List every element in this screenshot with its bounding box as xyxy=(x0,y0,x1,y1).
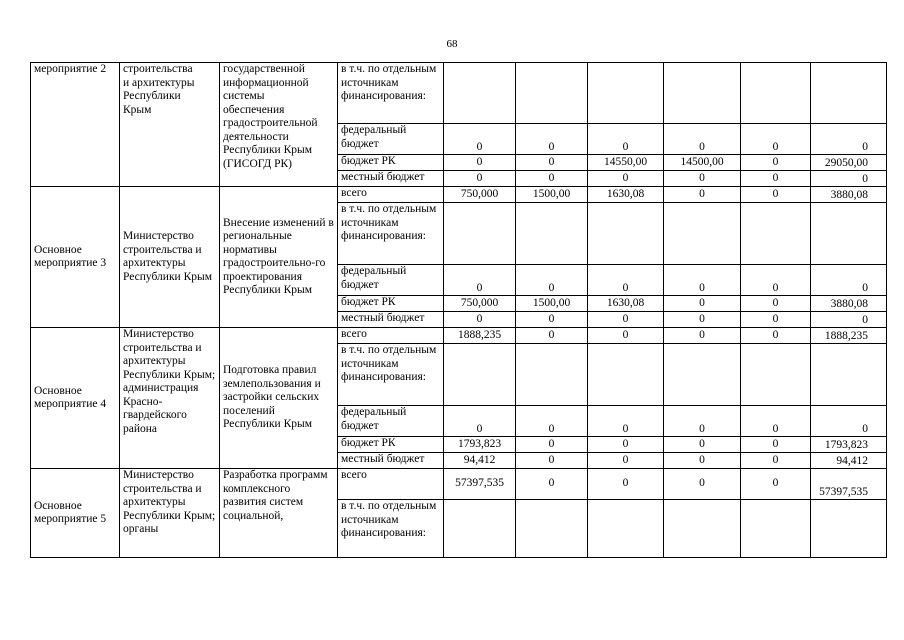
total-value-cell: 0 xyxy=(811,312,887,328)
source-cell: бюджет РК xyxy=(338,155,444,171)
table-row xyxy=(31,187,887,203)
year-value-cell xyxy=(741,344,811,406)
source-cell: местный бюджет xyxy=(338,453,444,469)
source-cell: местный бюджет xyxy=(338,312,444,328)
year-value-cell xyxy=(664,203,741,265)
year-value-cell: 0 xyxy=(664,171,741,187)
year-value-cell: 0 xyxy=(516,312,588,328)
year-value-cell xyxy=(588,500,664,558)
year-value-cell: 0 xyxy=(741,171,811,187)
year-value-cell xyxy=(588,344,664,406)
year-value-cell: 0 xyxy=(516,265,588,296)
measure-cell: Основное мероприятие 5 xyxy=(31,469,120,558)
source-cell: бюджет РК xyxy=(338,296,444,312)
year-value-cell: 0 xyxy=(444,155,516,171)
source-cell: в т.ч. по отдельным источникам финансирования: xyxy=(338,203,444,265)
total-value-cell: 94,412 xyxy=(811,453,887,469)
year-value-cell: 1630,08 xyxy=(588,187,664,203)
year-value-cell xyxy=(588,63,664,124)
year-value-cell: 0 xyxy=(664,328,741,344)
total-value-cell: 3880,08 xyxy=(811,296,887,312)
year-value-cell xyxy=(516,344,588,406)
name-cell: государственной информационной системы обеспечения градостроительной деятельности Республики Крым (ГИСОГД РК) xyxy=(220,63,338,187)
year-value-cell xyxy=(516,63,588,124)
year-value-cell: 1500,00 xyxy=(516,187,588,203)
executor-cell: строительства и архитектуры Республики Крым xyxy=(120,63,220,187)
year-value-cell: 0 xyxy=(588,312,664,328)
year-value-cell: 0 xyxy=(588,124,664,155)
measure-cell: мероприятие 2 xyxy=(31,63,120,187)
year-value-cell: 0 xyxy=(516,328,588,344)
year-value-cell: 94,412 xyxy=(444,453,516,469)
source-cell: в т.ч. по отдельным источникам финансирования: xyxy=(338,500,444,558)
year-value-cell: 0 xyxy=(516,406,588,437)
total-value-cell: 0 xyxy=(811,406,887,437)
measure-cell: Основное мероприятие 3 xyxy=(31,187,120,328)
total-value-cell: 1793,823 xyxy=(811,437,887,453)
year-value-cell: 0 xyxy=(516,453,588,469)
year-value-cell: 0 xyxy=(664,296,741,312)
year-value-cell: 0 xyxy=(444,406,516,437)
year-value-cell xyxy=(444,63,516,124)
name-cell: Разработка программ комплексного развития систем социальной, xyxy=(220,469,338,558)
source-cell: всего xyxy=(338,328,444,344)
year-value-cell: 0 xyxy=(741,312,811,328)
total-value-cell xyxy=(811,63,887,124)
source-cell: местный бюджет xyxy=(338,171,444,187)
year-value-cell xyxy=(444,203,516,265)
financing-table xyxy=(30,62,887,558)
year-value-cell xyxy=(444,344,516,406)
executor-cell: Министерство строительства и архитектуры Республики Крым xyxy=(120,187,220,328)
total-value-cell: 0 xyxy=(811,171,887,187)
year-value-cell: 0 xyxy=(664,469,741,500)
year-value-cell: 0 xyxy=(741,437,811,453)
year-value-cell: 0 xyxy=(741,265,811,296)
year-value-cell: 1888,235 xyxy=(444,328,516,344)
year-value-cell: 0 xyxy=(664,453,741,469)
year-value-cell: 0 xyxy=(516,469,588,500)
name-cell: Внесение изменений в региональные нормативы градостроительно-го проектирования Республики Крым xyxy=(220,187,338,328)
year-value-cell: 0 xyxy=(664,124,741,155)
year-value-cell: 0 xyxy=(588,171,664,187)
year-value-cell xyxy=(741,203,811,265)
year-value-cell: 0 xyxy=(664,312,741,328)
year-value-cell: 0 xyxy=(741,406,811,437)
year-value-cell: 14500,00 xyxy=(664,155,741,171)
year-value-cell xyxy=(741,500,811,558)
total-value-cell: 0 xyxy=(811,265,887,296)
year-value-cell: 0 xyxy=(588,406,664,437)
year-value-cell: 0 xyxy=(444,171,516,187)
source-cell: федеральный бюджет xyxy=(338,406,444,437)
year-value-cell: 0 xyxy=(588,453,664,469)
year-value-cell: 0 xyxy=(588,328,664,344)
name-cell: Подготовка правил землепользования и застройки сельских поселений Республики Крым xyxy=(220,328,338,469)
year-value-cell: 750,000 xyxy=(444,187,516,203)
total-value-cell xyxy=(811,500,887,558)
year-value-cell: 0 xyxy=(444,124,516,155)
table-row xyxy=(31,469,887,500)
year-value-cell: 0 xyxy=(664,265,741,296)
year-value-cell: 0 xyxy=(664,187,741,203)
year-value-cell: 0 xyxy=(741,453,811,469)
year-value-cell: 0 xyxy=(664,437,741,453)
year-value-cell: 0 xyxy=(516,124,588,155)
source-cell: федеральный бюджет xyxy=(338,265,444,296)
year-value-cell: 0 xyxy=(516,155,588,171)
year-value-cell: 1630,08 xyxy=(588,296,664,312)
year-value-cell: 0 xyxy=(588,265,664,296)
year-value-cell: 14550,00 xyxy=(588,155,664,171)
year-value-cell: 0 xyxy=(516,171,588,187)
table-row xyxy=(31,63,887,124)
year-value-cell: 0 xyxy=(588,469,664,500)
year-value-cell: 0 xyxy=(664,406,741,437)
source-cell: всего xyxy=(338,187,444,203)
year-value-cell: 0 xyxy=(741,296,811,312)
year-value-cell: 750,000 xyxy=(444,296,516,312)
year-value-cell xyxy=(664,344,741,406)
year-value-cell: 0 xyxy=(741,187,811,203)
year-value-cell xyxy=(664,63,741,124)
year-value-cell xyxy=(588,203,664,265)
year-value-cell: 0 xyxy=(588,437,664,453)
total-value-cell: 29050,00 xyxy=(811,155,887,171)
measure-cell: Основное мероприятие 4 xyxy=(31,328,120,469)
table-row xyxy=(31,328,887,344)
executor-cell: Министерство строительства и архитектуры Республики Крым; администрация Красно-гвардейского района xyxy=(120,328,220,469)
source-cell: в т.ч. по отдельным источникам финансирования: xyxy=(338,63,444,124)
year-value-cell: 0 xyxy=(444,265,516,296)
year-value-cell xyxy=(444,500,516,558)
source-cell: федеральный бюджет xyxy=(338,124,444,155)
page-number: 68 xyxy=(446,38,458,50)
year-value-cell: 0 xyxy=(444,312,516,328)
table-body xyxy=(31,63,887,558)
year-value-cell xyxy=(516,500,588,558)
total-value-cell: 0 xyxy=(811,124,887,155)
year-value-cell xyxy=(516,203,588,265)
year-value-cell: 0 xyxy=(741,328,811,344)
year-value-cell: 57397,535 xyxy=(444,469,516,500)
year-value-cell: 1500,00 xyxy=(516,296,588,312)
year-value-cell: 0 xyxy=(516,437,588,453)
source-cell: всего xyxy=(338,469,444,500)
year-value-cell: 0 xyxy=(741,124,811,155)
year-value-cell: 0 xyxy=(741,469,811,500)
year-value-cell xyxy=(741,63,811,124)
total-value-cell: 57397,535 xyxy=(811,469,887,500)
total-value-cell: 3880,08 xyxy=(811,187,887,203)
total-value-cell xyxy=(811,203,887,265)
source-cell: в т.ч. по отдельным источникам финансирования: xyxy=(338,344,444,406)
year-value-cell: 0 xyxy=(741,155,811,171)
year-value-cell xyxy=(664,500,741,558)
year-value-cell: 1793,823 xyxy=(444,437,516,453)
executor-cell: Министерство строительства и архитектуры Республики Крым; органы xyxy=(120,469,220,558)
source-cell: бюджет РК xyxy=(338,437,444,453)
total-value-cell xyxy=(811,344,887,406)
total-value-cell: 1888,235 xyxy=(811,328,887,344)
